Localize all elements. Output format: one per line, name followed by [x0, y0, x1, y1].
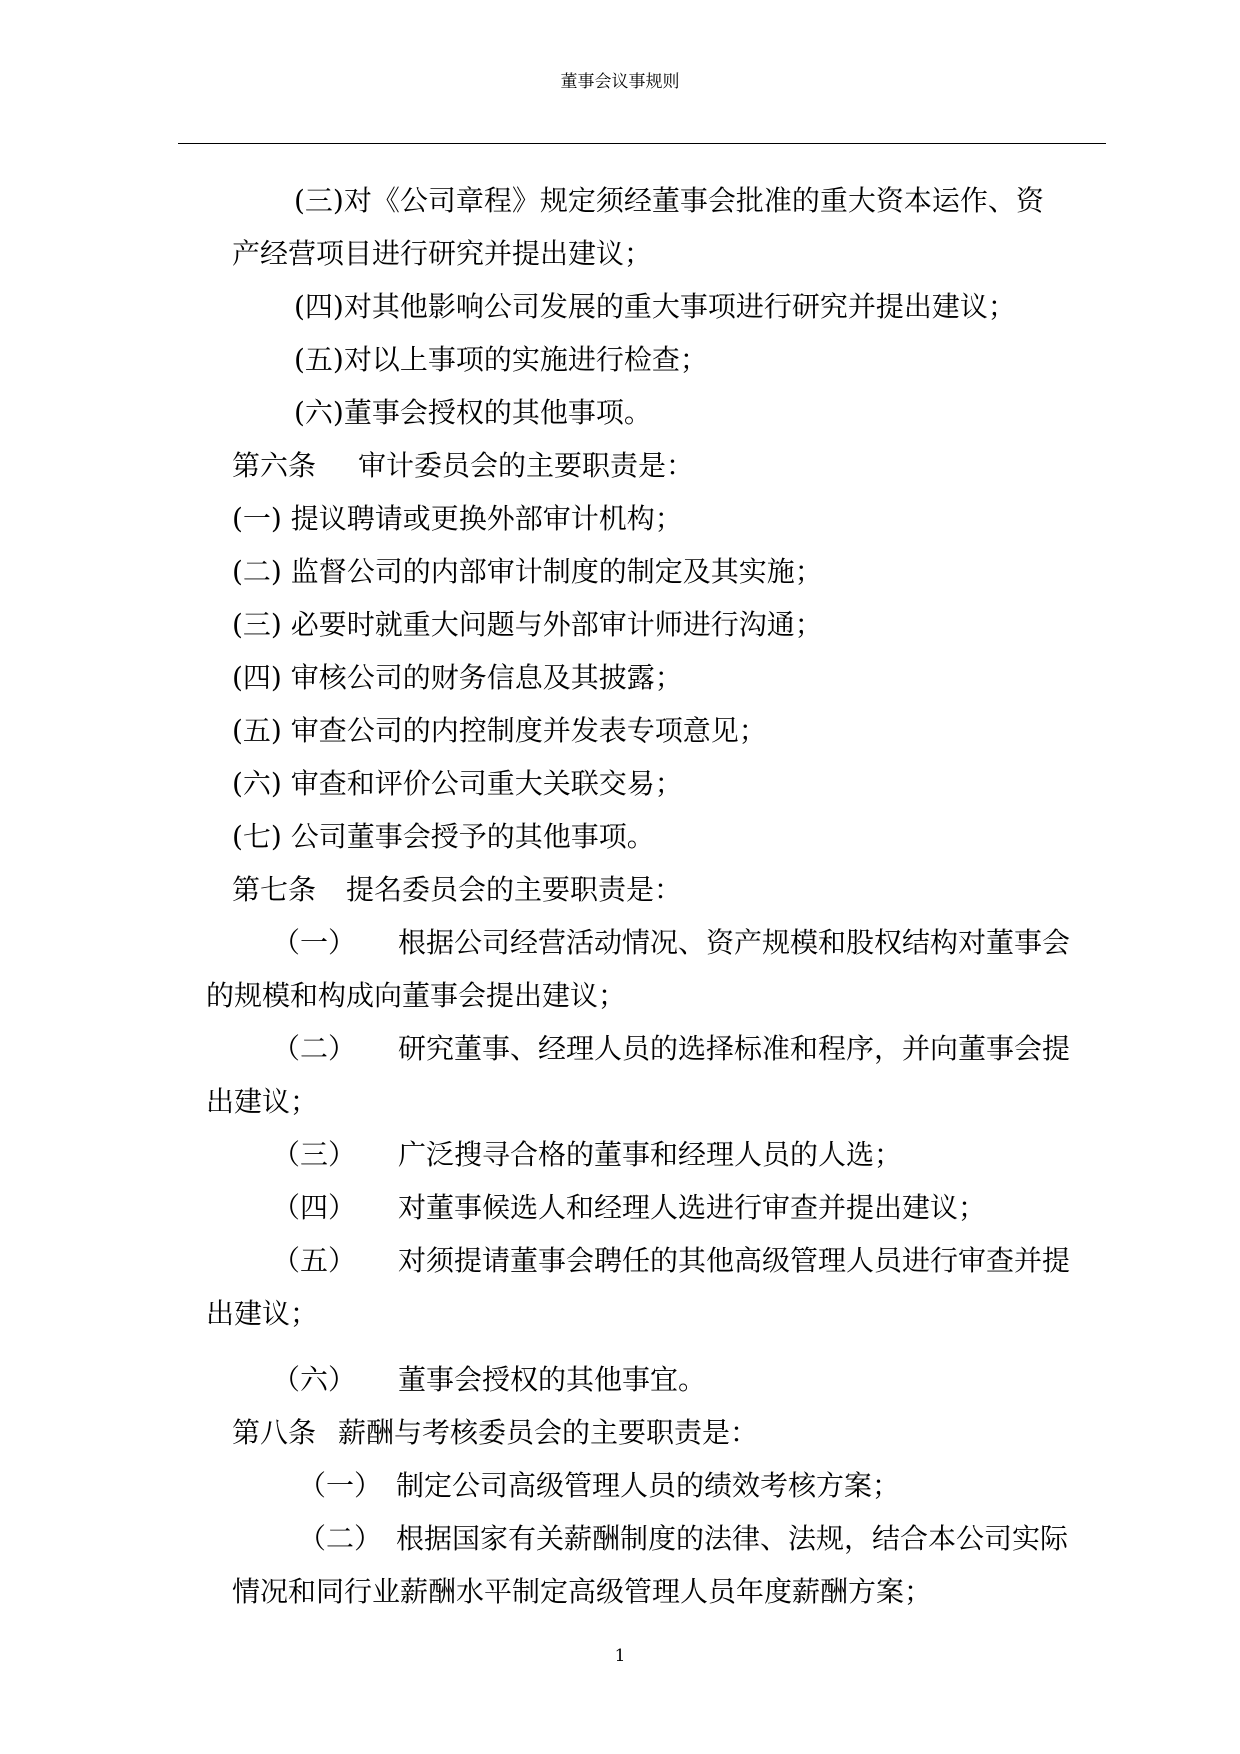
- item-text: 根据公司经营活动情况、资产规模和股权结构对董事会: [398, 926, 1071, 959]
- article-number: 第七条: [232, 873, 317, 906]
- article-number: 第八条: [232, 1416, 317, 1449]
- item-number: （一）: [298, 1469, 383, 1502]
- paragraph-line: (六)董事会授权的其他事项。: [294, 396, 652, 429]
- paragraph-line: (五)对以上事项的实施进行检查；: [294, 343, 708, 376]
- item-number: （五）: [272, 1244, 357, 1277]
- article-title: 审计委员会的主要职责是：: [358, 449, 695, 482]
- item-number: （二）: [272, 1032, 357, 1065]
- paragraph-line: 的规模和构成向董事会提出建议；: [206, 979, 627, 1012]
- list-item: (四) 审核公司的财务信息及其披露；: [232, 661, 683, 694]
- list-item: [272, 1031, 1070, 1067]
- list-item: [272, 1362, 706, 1398]
- list-item: (二) 监督公司的内部审计制度的制定及其实施；: [232, 555, 823, 588]
- item-number: （六）: [272, 1363, 357, 1396]
- page-number: 1: [614, 1646, 626, 1666]
- paragraph-line: 出建议；: [206, 1085, 319, 1118]
- article-heading: [232, 448, 694, 484]
- header-divider: [178, 143, 1106, 144]
- article-heading: [232, 1415, 758, 1451]
- item-number: （二）: [298, 1522, 383, 1555]
- article-title: 薪酬与考核委员会的主要职责是：: [338, 1416, 759, 1449]
- item-text: 研究董事、经理人员的选择标准和程序，并向董事会提: [398, 1032, 1071, 1065]
- item-text: 对须提请董事会聘任的其他高级管理人员进行审查并提: [398, 1244, 1071, 1277]
- item-number: （四）: [272, 1191, 357, 1224]
- article-number: 第六条: [232, 449, 317, 482]
- list-item: (三) 必要时就重大问题与外部审计师进行沟通；: [232, 608, 823, 641]
- list-item: [298, 1468, 900, 1504]
- item-number: （三）: [272, 1138, 357, 1171]
- article-heading: [232, 872, 682, 908]
- paragraph-line: (四)对其他影响公司发展的重大事项进行研究并提出建议；: [294, 290, 1016, 323]
- paragraph-line: 出建议；: [206, 1297, 319, 1330]
- item-text: 制定公司高级管理人员的绩效考核方案；: [396, 1469, 901, 1502]
- list-item: [272, 1243, 1070, 1279]
- page-header: 董事会议事规则: [560, 72, 680, 92]
- item-text: 对董事候选人和经理人选进行审查并提出建议；: [398, 1191, 987, 1224]
- item-text: 根据国家有关薪酬制度的法律、法规，结合本公司实际: [396, 1522, 1069, 1555]
- list-item: (一) 提议聘请或更换外部审计机构；: [232, 502, 683, 535]
- article-title: 提名委员会的主要职责是：: [346, 873, 683, 906]
- list-item: (五) 审查公司的内控制度并发表专项意见；: [232, 714, 767, 747]
- list-item: (六) 审查和评价公司重大关联交易；: [232, 767, 683, 800]
- list-item: [298, 1521, 1068, 1557]
- paragraph-line: (三)对《公司章程》规定须经董事会批准的重大资本运作、资: [294, 184, 1044, 217]
- list-item: [272, 1190, 986, 1226]
- paragraph-line: 情况和同行业薪酬水平制定高级管理人员年度薪酬方案；: [232, 1575, 933, 1608]
- paragraph-line: 产经营项目进行研究并提出建议；: [232, 237, 653, 270]
- item-number: （一）: [272, 926, 357, 959]
- list-item: (七) 公司董事会授予的其他事项。: [232, 820, 655, 853]
- item-text: 广泛搜寻合格的董事和经理人员的人选；: [398, 1138, 903, 1171]
- list-item: [272, 1137, 902, 1173]
- list-item: [272, 925, 1070, 961]
- item-text: 董事会授权的其他事宜。: [398, 1363, 707, 1396]
